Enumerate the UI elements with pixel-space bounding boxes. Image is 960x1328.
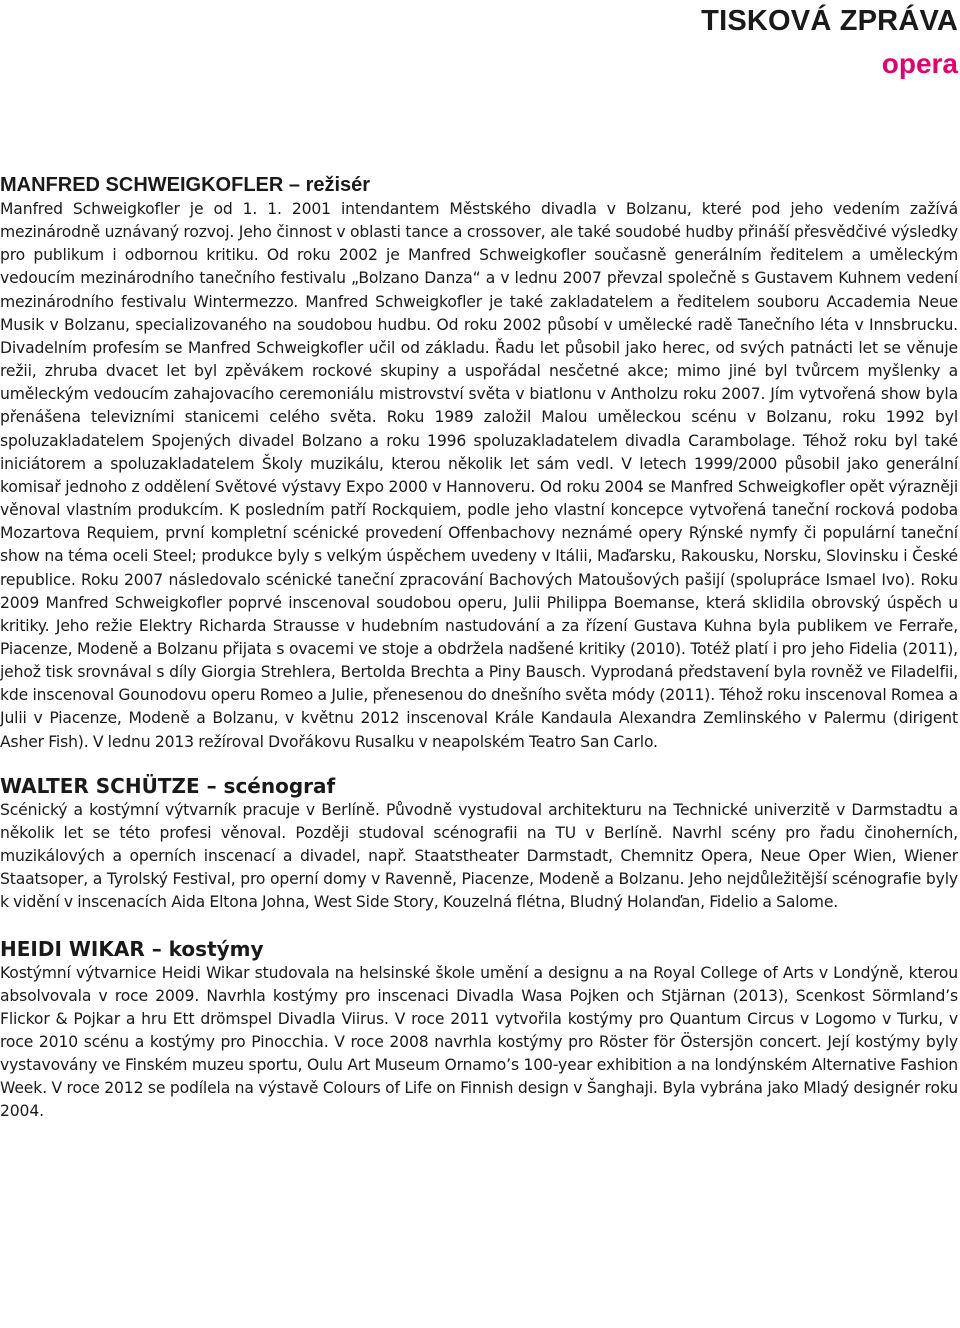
section-paragraph: Kostýmní výtvarnice Heidi Wikar studovala na helsinské škole umění a designu a na Royal College of Arts v Londýně, kterou absolvovala v roce 2009. Navrhla kostýmy pro inscenaci Divadla Wasa Pojken och Stjärnan (2013), Scenkost Sörmland’s Flickor & Pojkar a hru Ett drömspel Divadla Viirus. V roce 2011 vytvořila kostýmy pro Quantum Circus v Logomo v Turku, v roce 2010 scénu a kostýmy pro Pinocchia. V roce 2008 navrhla kostýmy pro Röster för Östersjön concert. Její kostýmy byly vystavovány ve Finském muzeu sportu, Oulu Art Museum Ornamo’s 100-year exhibition a na londýnském Alternative Fashion Week. V roce 2012 se podílela na výstavě Colours of Life on Finnish design v Šanghaji. Byla vybrána jako Mladý designér roku 2004. [0, 963, 958, 1121]
section-walter-schutze [0, 773, 958, 915]
person-role: scénograf [223, 773, 336, 798]
section-heidi-wikar [0, 936, 958, 1124]
person-name: WALTER SCHÜTZE [0, 773, 200, 798]
document-body [0, 172, 958, 1124]
section-heading [0, 773, 958, 799]
document-category: opera [881, 48, 958, 79]
document-header [701, 4, 958, 82]
document-title: TISKOVÁ ZPRÁVA [701, 5, 958, 37]
section-heading [0, 172, 958, 198]
section-manfred-schweigkofler [0, 172, 958, 754]
person-role: kostýmy [168, 936, 264, 961]
heading-dash: – [283, 174, 306, 196]
heading-dash: – [199, 773, 224, 798]
section-paragraph: Manfred Schweigkofler je od 1. 1. 2001 intendantem Městského divadla v Bolzanu, které pod jeho vedením zažívá mezinárodně uznávaný rozvoj. Jeho činnost v oblasti tance a crossover, ale také soudobé hudby přináší přesvědčivé výsledky pro publikum i odbornou kritiku. Od roku 2002 je Manfred Schweigkofler současně generálním ředitelem a uměleckým vedoucím mezinárodního tanečního festivalu „Bolzano Danza“ a v lednu 2007 převzal společně s Gustavem Kuhnem vedení mezinárodního festivalu Wintermezzo. Manfred Schweigkofler je také zakladatelem a ředitelem souboru Accademia Neue Musik v Bolzanu, specializovaného na soudobou hudbu. Od roku 2002 působí v umělecké radě Tanečního léta v Innsbrucku. Divadelním profesím se Manfred Schweigkofler učil od základu. Řadu let působil jako herec, od svých patnácti let se věnuje režii, zhruba dvacet let byl zpěvákem rockové skupiny a uspořádal nesčetné akce; mimo jiné byl tvůrcem myšlenky a uměleckým vedoucím zahajovacího ceremoniálu mistrovství světa v biatlonu v Antholzu roku 2007. Jím vytvořená show byla přenášena televizními stanicemi celého světa. Roku 1989 založil Malou uměleckou scénu v Bolzanu, roku 1992 byl spoluzakladatelem Spojených divadel Bolzano a roku 1996 spoluzakladatelem divadla Carambolage. Téhož roku byl také iniciátorem a spoluzakladatelem Školy muzikálu, kterou několik let sám vedl. V letech 1999/2000 působil jako generální komisař jednoho z oddělení Světové výstavy Expo 2000 v Hannoveru. Od roku 2004 se Manfred Schweigkofler opět výrazněji věnoval vlastním produkcím. K posledním patří Rockquiem, podle jeho vlastní koncepce vytvořená taneční rocková podoba Mozartova Requiem, první kompletní scénické provedení Offenbachovy neznámé opery Rýnské nymfy či populární taneční show na téma oceli Steel; produkce byly s velkým úspěchem uvedeny v Itálii, Maďarsku, Rakousku, Norsku, Slovinsku i České republice. Roku 2007 následovalo scénické taneční zpracování Bachových Matoušových pašijí (spolupráce Ismael Ivo). Roku 2009 Manfred Schweigkofler poprvé inscenoval soudobou operu, Julii Philippa Boemanse, která sklidila obrovský úspěch u kritiky. Jeho režie Elektry Richarda Strausse v hudebním nastudování a za řízení Gustava Kuhna byla publikem ve Ferraře, Piacenze, Modeně a Bolzanu přijata s ovacemi ve stoje a obdržela nadšené kritiky (2010). Totéž platí i pro jeho Fidelia (2011), jehož tisk srovnával s díly Giorgia Strehlera, Bertolda Brechta a Piny Bausch. Vyprodaná představení byla rovněž ve Filadelfii, kde inscenoval Gounodovu operu Romeo a Julie, přenesenou do dnešního světa módy (2011). Téhož roku inscenoval Romea a Julii v Piacenze, Modeně a Bolzanu, v květnu 2012 inscenoval Krále Kandaula Alexandra Zemlinského v Palermu (dirigent Asher Fish). V lednu 2013 režíroval Dvořákovu Rusalku v neapolském Teatro San Carlo. [0, 200, 958, 751]
section-heading [0, 936, 958, 962]
person-role: režisér [305, 174, 371, 196]
heading-dash: – [144, 936, 169, 961]
person-name: HEIDI WIKAR [0, 936, 145, 961]
person-name: MANFRED SCHWEIGKOFLER [0, 174, 284, 196]
section-paragraph: Scénický a kostýmní výtvarník pracuje v Berlíně. Původně vystudoval architekturu na Technické univerzitě v Darmstadtu a několik let se této profesi věnoval. Později studoval scénografii na TU v Berlíně. Navrhl scény pro řadu činoherních, muzikálových a operních inscenací a divadel, např. Staatstheater Darmstadt, Chemnitz Opera, Neue Oper Wien, Wiener Staatsoper, a Tyrolský Festival, pro operní domy v Ravenně, Piacenze, Modeně a Bolzanu. Jeho nejdůležitější scénografie byly k vidění v inscenacích Aida Eltona Johna, West Side Story, Kouzelná flétna, Bludný Holanďan, Fidelio a Salome. [0, 800, 958, 912]
